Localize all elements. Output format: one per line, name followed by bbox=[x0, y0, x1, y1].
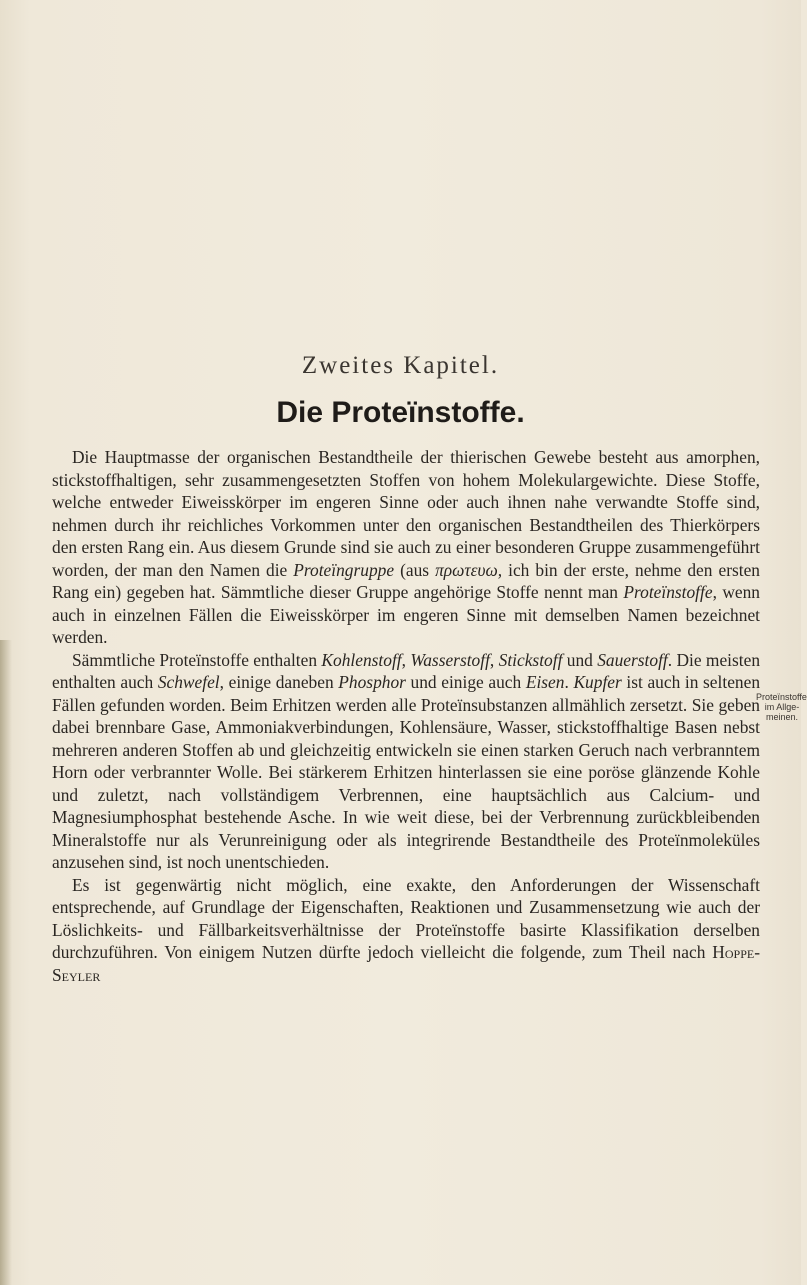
text-run: , einige daneben bbox=[219, 672, 339, 692]
text-run: und einige auch bbox=[405, 672, 526, 692]
body-text bbox=[52, 446, 760, 986]
paragraph-3 bbox=[52, 874, 760, 987]
text-run: , bbox=[401, 649, 411, 670]
emphasis-term: Eisen bbox=[525, 672, 565, 692]
emphasis-term: Kupfer bbox=[573, 672, 622, 692]
emphasis-term: Proteïngruppe bbox=[293, 559, 395, 580]
chapter-label: Zweites Kapitel. bbox=[301, 352, 500, 379]
text-run: Es ist gegenwärtig nicht möglich, eine exakte, den Anforderungen der Wissenschaft entsprechende, auf Grundlage der Eigenschaften, Reaktionen und Zusammensetzung wie auch der Löslichkeits- und Fällbarkeitsverhältnisse der Proteïnstoffe basirte Klassifikation derselben durchzuführen. Von einigem Nutzen dürfte jedoch vielleicht die folgende, zum Theil nach bbox=[52, 874, 760, 962]
author-name: Hoppe-Seyler bbox=[52, 942, 760, 985]
text-run: , bbox=[489, 649, 499, 670]
text-run: Die Hauptmasse der organischen Bestandtheile der thierischen Gewebe besteht aus amorphen, stickstoffhaltigen, sehr zusammengesetzten Stoffen von hohem Molekulargewichte. Diese Stoffe, welche entweder Eiweisskörper im engeren Sinne oder auch ihnen nahe verwandte Stoffe sind, nehmen durch ihr reichliches Vorkommen unter den organischen Bestandtheilen des Thierkörpers den ersten Rang ein. Aus diesem Grunde sind sie auch zu einer besonderen Gruppe zusammengeführt worden, der man den Namen die bbox=[52, 447, 760, 580]
emphasis-term: Phosphor bbox=[338, 672, 406, 692]
margin-note-line: Proteïnstoffe bbox=[756, 692, 807, 702]
emphasis-term: Stickstoff bbox=[498, 649, 563, 670]
page-edge-shadow bbox=[0, 640, 12, 1285]
text-run: , wenn auch in einzelnen Fällen die Eiweisskörper im engeren Sinne mit demselben Namen bezeichnet werden. bbox=[52, 582, 760, 647]
margin-note bbox=[756, 692, 807, 722]
paragraph-1 bbox=[52, 446, 760, 649]
text-run: ist auch in seltenen Fällen gefunden worden. Beim Erhitzen werden alle Proteïnsubstanzen allmählich zersetzt. Sie geben dabei brennbare Gase, Ammoniakverbindungen, Kohlensäure, Wasser, stickstoffhaltige Basen nebst mehreren anderen Stoffen ab und gleichzeitig entwickeln sie einen starken Geruch nach verbranntem Horn oder verbrannter Wolle. Bei stärkerem Erhitzen hinterlassen sie eine poröse glänzende Kohle und zuletzt, nach vollständigem Verbrennen, eine hauptsächlich aus Calcium- und Magnesiumphosphat bestehende Asche. In wie weit diese, bei der Verbrennung zurückbleibenden Mineralstoffe nur als Verunreinigung oder als integrirende Bestandtheile des Proteïnmoleküles anzusehen sind, ist noch unentschieden. bbox=[52, 672, 761, 872]
emphasis-term: Schwefel bbox=[157, 672, 220, 692]
text-run: (aus bbox=[394, 559, 436, 580]
text-run: Sämmtliche Proteïnstoffe enthalten bbox=[72, 649, 322, 670]
text-run: ich bin der erste, nehme den ersten Rang ein) gegeben hat. Sämmtliche dieser Gruppe angehörige Stoffe nennt man bbox=[52, 559, 761, 602]
emphasis-term: Proteïnstoffe bbox=[623, 582, 713, 602]
emphasis-term: πρωτευω, bbox=[435, 559, 503, 580]
margin-note-line: meinen. bbox=[765, 712, 799, 722]
text-run: . Die meisten enthalten auch bbox=[52, 649, 761, 692]
margin-note-line: im Allge- bbox=[764, 702, 800, 712]
emphasis-term: Sauerstoff bbox=[597, 649, 668, 670]
chapter-title: Die Proteïnstoffe. bbox=[276, 396, 525, 429]
text-run: und bbox=[562, 649, 598, 670]
emphasis-term: Wasserstoff bbox=[410, 649, 490, 670]
text-run: . bbox=[564, 672, 574, 692]
paragraph-2 bbox=[52, 649, 760, 874]
emphasis-term: Kohlenstoff bbox=[321, 649, 402, 670]
